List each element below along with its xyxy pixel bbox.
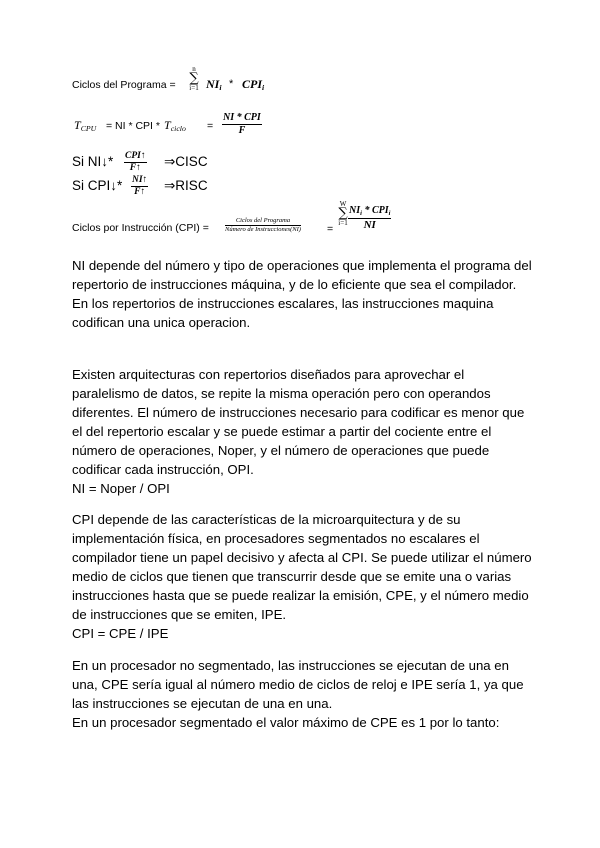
formula-text: = NI * CPI * <box>106 120 160 132</box>
formula-label: Ciclos del Programa = <box>72 79 176 91</box>
sigma-glyph: ∑ <box>189 71 199 86</box>
fraction: $NI_i * CPI_i$ NI <box>349 205 391 231</box>
paragraph-line: CPI = CPE / IPE <box>72 626 169 641</box>
formula-term: $T_{ciclo}$ <box>164 118 186 133</box>
formula-term: $T_{CPU}$ <box>74 118 97 133</box>
fraction: $\frac{NI↑}{F↑}$ <box>132 175 148 197</box>
paragraph-cpi <box>72 510 532 643</box>
formula-result: ⇒RISC <box>164 178 208 193</box>
paragraph-ni <box>72 256 532 332</box>
formula-term: $CPI_i$ <box>242 77 265 92</box>
summation-symbol <box>186 66 202 92</box>
paragraph-line: CPI depende de las características de la microarquitectura y de su implementación física, en procesadores segmentados no escalares el compilador tiene un papel decisivo y afecta al CPI. Se puede utilizar el número medio de ciclos que tienen que transcurrir desde que se emite una o varias instrucciones hasta que se puede realizar la emisión, CPE, y el número medio de instrucciones que se emiten, IPE. <box>72 512 532 622</box>
formula-operator: * <box>229 78 234 90</box>
paragraph-line: En un procesador segmentado el valor máximo de CPE es 1 por lo tanto: <box>72 715 500 730</box>
paragraph-line: En los repertorios de instrucciones escalares, las instrucciones maquina codifican una unica operacion. <box>72 296 494 330</box>
sum-upper-limit: n <box>192 65 196 73</box>
formula-text: Si NI↓* <box>72 154 114 169</box>
sum-upper-limit: W <box>339 200 347 208</box>
formula-term: $NI_i$ <box>206 77 222 92</box>
sum-lower-limit: i=1 <box>338 219 348 227</box>
sigma-glyph: ∑ <box>338 206 348 221</box>
paragraph-line: NI = Noper / OPI <box>72 481 170 496</box>
sum-lower-limit: i=1 <box>189 84 199 92</box>
fraction: NI * CPI F <box>223 112 261 136</box>
paragraph-arquitecturas <box>72 365 532 498</box>
formula-text: Si CPI↓* <box>72 178 123 193</box>
formula-operator: = <box>327 223 334 235</box>
fraction: CPI↑ F↑ <box>125 151 146 173</box>
paragraph-line: Existen arquitecturas con repertorios diseñados para aprovechar el paralelismo de datos, se repite la misma operación pero con operandos diferentes. El número de instrucciones necesario para codificar es menor que el del repertorio escalar y se puede estimar a partir del cociente entre el número de operaciones, Noper, y el número de operaciones que puede codificar cada instrucción, OPI. <box>72 367 525 477</box>
formula-operator: = <box>207 120 214 132</box>
formula-label: Ciclos por Instrucción (CPI) = <box>72 222 209 234</box>
paragraph-procesador <box>72 656 532 732</box>
fraction: Ciclos del Programa Número de Instrucciones(NI) <box>225 217 301 233</box>
paragraph-line: NI depende del número y tipo de operaciones que implementa el programa del repertorio de instrucciones máquina, y de lo eficiente que sea el compilador. <box>72 258 532 292</box>
formula-result: ⇒CISC <box>164 154 208 169</box>
paragraph-line: En un procesador no segmentado, las instrucciones se ejecutan de una en una, CPE sería igual al número medio de ciclos de reloj e IPE sería 1, ya que las instrucciones se ejecutan de una en una. <box>72 658 524 711</box>
